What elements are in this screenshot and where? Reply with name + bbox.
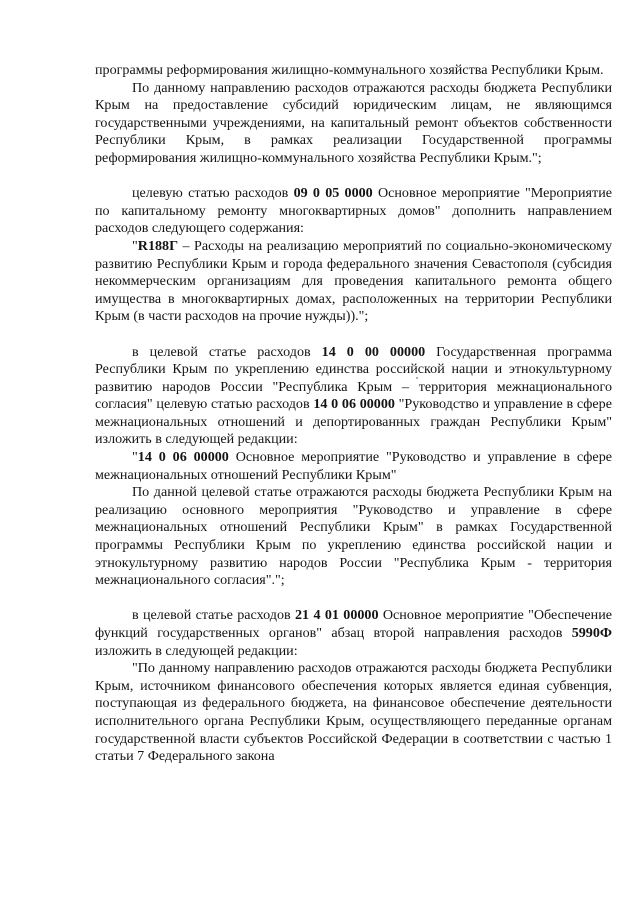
paragraph-spacer xyxy=(95,168,612,186)
text-run: "По данному направлению расходов отражаются расходы бюджета Республики Крым, источником финансового обеспечения которых является единая субвенция, поступающая из федерального бюджета, на финансовое обеспечение деятельности исполнительного органа Республики Крым, осуществляющего переданные органам государственной власти субъектов Российской Федерации в соответствии с частью 1 статьи 7 Федерального закона xyxy=(95,660,612,765)
bold-code: 14 0 06 00000 xyxy=(137,449,229,466)
text-run: изложить в следующей редакции: xyxy=(95,642,298,659)
text-run: Основное мероприятие "Руководство и управление в сфере межнациональных отношений Республики Крым" xyxy=(95,449,612,483)
text-run: По данной целевой статье отражаются расходы бюджета Республики Крым на реализацию основного мероприятия "Руководство и управление в сфере межнациональных отношений Республики Крым" в рамках Государственной программы Республики Крым по укреплению единства российской нации и этнокультурному развитию народов России "Республика Крым - территория межнационального согласия"."; xyxy=(95,484,612,589)
text-run: " xyxy=(132,449,138,466)
paragraph-p2 xyxy=(95,80,612,168)
text-run: в целевой статье расходов xyxy=(132,607,295,624)
text-run: Государственная программа Республики Крым по укреплению единства российской нации и этнокультурному развитию народов России "Республика Крым – территория межнационального согласия" целевую статью расходов xyxy=(95,343,612,413)
bold-code: 09 0 05 0000 xyxy=(293,185,373,202)
paragraph-p4 xyxy=(95,238,612,326)
text-run: программы реформирования жилищно-коммунального хозяйства Республики Крым. xyxy=(95,62,604,78)
paragraph-p1 xyxy=(95,62,612,80)
document-page xyxy=(95,62,612,766)
paragraph-spacer xyxy=(95,590,612,608)
text-run: – Расходы на реализацию мероприятий по социально-экономическому развитию Республики Крым и города федерального значения Севастополя (субсидия некоммерческим организациям для проведения капитального ремонта общего имущества в многоквартирных домах, расположенных на территории Республики Крым (в части расходов на прочие нужды))."; xyxy=(95,237,612,325)
paragraph-p6 xyxy=(95,449,612,484)
paragraph-p7 xyxy=(95,484,612,590)
bold-code: 14 0 06 00000 xyxy=(313,396,395,413)
paragraph-p9 xyxy=(95,660,612,766)
text-run: " xyxy=(132,237,138,254)
text-run: "Руководство и управление в сфере межнациональных отношений и депортированных граждан Республики Крым" изложить в следующей редакции: xyxy=(95,396,612,448)
bold-code: 14 0 00 00000 xyxy=(321,343,426,360)
paragraph-p3 xyxy=(95,185,612,238)
paragraph-p5 xyxy=(95,344,612,450)
bold-code: 5990Ф xyxy=(571,625,612,641)
text-run: По данному направлению расходов отражаются расходы бюджета Республики Крым на предоставление субсидий юридическим лицам, не являющимся государственными учреждениями, на капитальный ремонт объектов собственности Республики Крым, в рамках реализации Государственной программы реформирования жилищно-коммунального хозяйства Республики Крым."; xyxy=(95,79,612,166)
bold-code: R188Г xyxy=(137,237,179,254)
scan-speck xyxy=(416,377,418,379)
paragraph-p8 xyxy=(95,607,612,660)
bold-code: 21 4 01 00000 xyxy=(295,607,379,624)
text-run: Основное мероприятие "Обеспечение функций государственных органов" абзац второй направления расходов xyxy=(95,607,612,641)
paragraph-spacer xyxy=(95,326,612,344)
text-run: целевую статью расходов xyxy=(132,185,294,202)
text-run: в целевой статье расходов xyxy=(132,343,322,360)
text-run: Основное мероприятие "Мероприятие по капитальному ремонту многоквартирных домов" дополнить направлением расходов следующего содержания: xyxy=(95,185,612,237)
